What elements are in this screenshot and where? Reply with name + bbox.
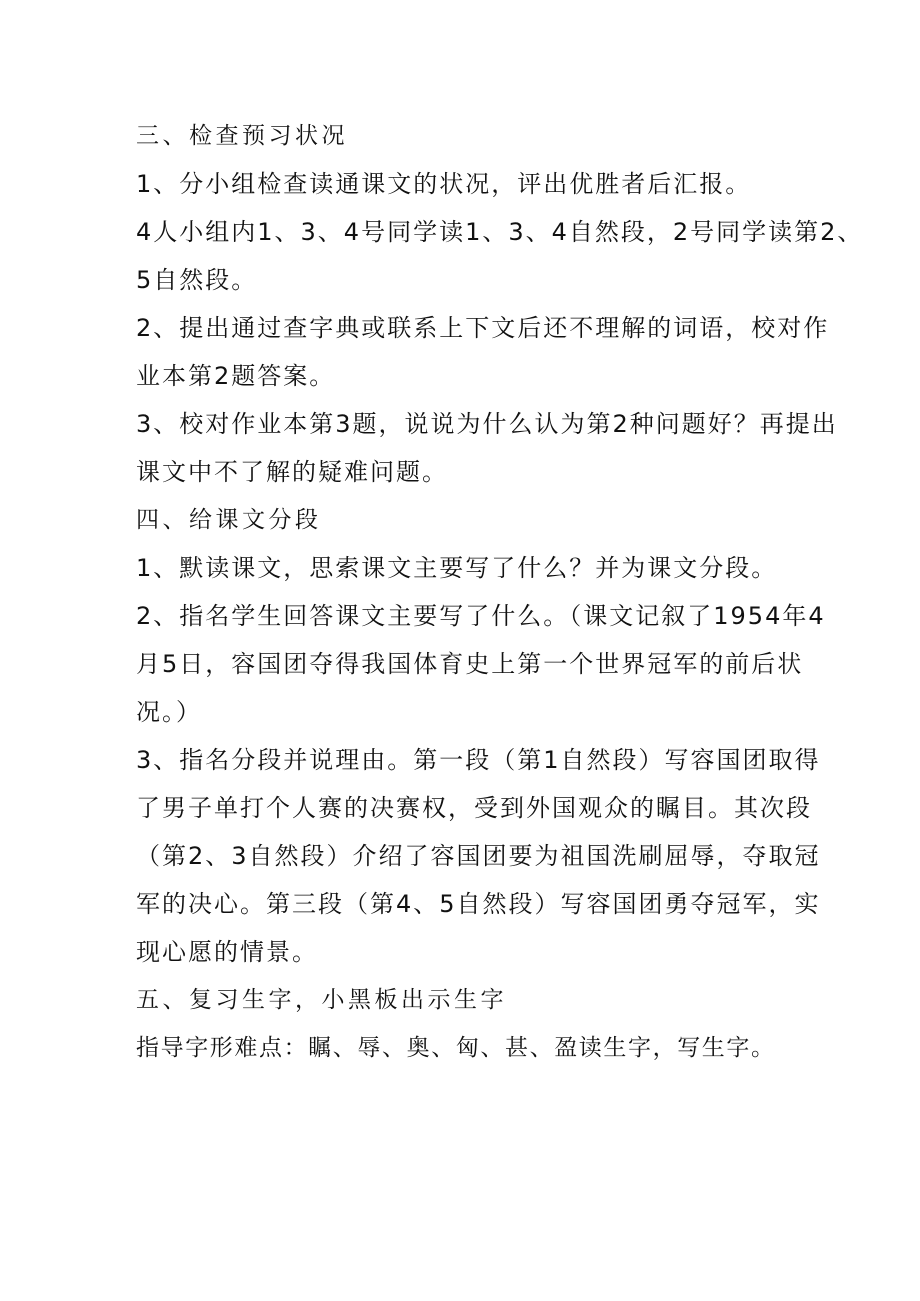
paragraph-line: 1、分小组检查读通课文的状况，评出优胜者后汇报。 (136, 170, 752, 198)
paragraph-line: 2、提出通过查字典或联系上下文后还不理解的词语，校对作 (136, 314, 830, 342)
section-heading-5: 五、复习生字，小黑板出示生字 (136, 987, 507, 1013)
paragraph-line: 2、指名学生回答课文主要写了什么。（课文记叙了1954年4 (136, 602, 826, 630)
paragraph-line: 况。） (136, 698, 202, 726)
section-heading-3: 三、检查预习状况 (136, 123, 348, 149)
paragraph-line: 5自然段。 (136, 266, 258, 294)
paragraph-line: 业本第2题答案。 (136, 362, 336, 390)
paragraph-line: 3、指名分段并说理由。第一段（第1自然段）写容国团取得 (136, 746, 821, 774)
paragraph-line: 课文中不了解的疑难问题。 (136, 458, 448, 486)
paragraph-line: 月5日，容国团夺得我国体育史上第一个世界冠军的前后状 (136, 650, 804, 678)
paragraph-line: （第2、3自然段）介绍了容国团要为祖国洗刷屈辱，夺取冠 (136, 842, 821, 870)
section-heading-4: 四、给课文分段 (136, 507, 322, 533)
paragraph-line: 1、默读课文，思索课文主要写了什么？并为课文分段。 (136, 554, 778, 582)
paragraph-line: 军的决心。第三段（第4、5自然段）写容国团勇夺冠军，实 (136, 890, 821, 918)
paragraph-line: 现心愿的情景。 (136, 938, 318, 966)
paragraph-line: 4人小组内1、3、4号同学读1、3、4自然段，2号同学读第2、 (136, 218, 864, 246)
paragraph-line: 3、校对作业本第3题，说说为什么认为第2种问题好？再提出 (136, 410, 838, 438)
paragraph-line: 指导字形难点：瞩、辱、奥、匈、甚、盈读生字，写生字。 (136, 1035, 776, 1061)
document-body (136, 112, 864, 1072)
paragraph-line: 了男子单打个人赛的决赛权，受到外国观众的瞩目。其次段 (136, 794, 812, 822)
